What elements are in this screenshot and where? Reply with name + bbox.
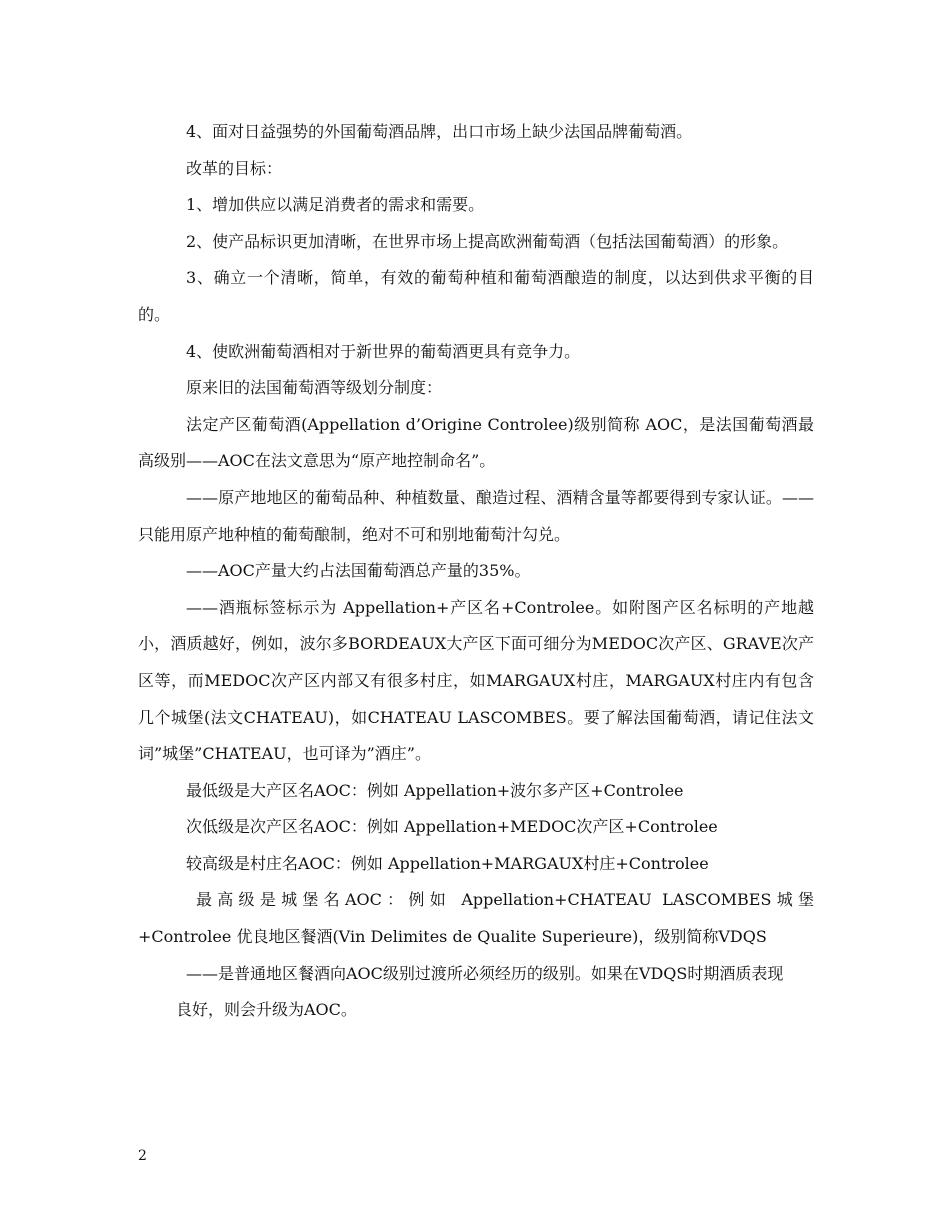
paragraph: ——原产地地区的葡萄品种、种植数量、酿造过程、酒精含量等都要得到专家认证。——只能用原产地种植的葡萄酿制，绝对不可和别地葡萄汁勾兑。 bbox=[138, 487, 814, 544]
paragraph: 4、使欧洲葡萄酒相对于新世界的葡萄酒更具有竞争力。 bbox=[186, 341, 581, 361]
paragraph: 1、增加供应以满足消费者的需求和需要。 bbox=[186, 195, 485, 215]
paragraph: ——酒瓶标签标示为 Appellation+产区名+Controlee。如附图产区名标明的产地越小，酒质越好，例如，波尔多BORDEAUX大产区下面可细分为MEDOC次产区、GRAVE次产区等，而MEDOC次产区内部又有很多村庄，如MARGAUX村庄，MARGAUX村庄内有包含几个城堡(法文CHATEAU)，如CHATEAU LASCOMBES。要了解法国葡萄酒，请记住法文词”城堡”CHATEAU，也可译为”酒庄”。 bbox=[138, 597, 814, 764]
page-number: 2 bbox=[138, 1148, 147, 1164]
paragraph: 最高级是城堡名AOC：例如 Appellation+CHATEAU LASCOMBES城堡+Controlee 优良地区餐酒(Vin Delimites de Qualite Superieure)，级别简称VDQS bbox=[138, 890, 814, 947]
paragraph: 原来旧的法国葡萄酒等级划分制度： bbox=[186, 378, 443, 398]
paragraph: ——是普通地区餐酒向AOC级别过渡所必须经历的级别。如果在VDQS时期酒质表现 bbox=[186, 963, 784, 983]
paragraph: 4、面对日益强势的外国葡萄酒品牌，出口市场上缺少法国品牌葡萄酒。 bbox=[186, 122, 693, 141]
paragraph: 3、确立一个清晰，简单，有效的葡萄种植和葡萄酒酿造的制度，以达到供求平衡的目的。 bbox=[138, 268, 814, 324]
paragraph: 良好，则会升级为AOC。 bbox=[176, 1000, 357, 1020]
paragraph: 较高级是村庄名AOC：例如 Appellation+MARGAUX村庄+Controlee bbox=[186, 853, 709, 873]
paragraph: 法定产区葡萄酒(Appellation d’Origine Controlee)级别简称 AOC，是法国葡萄酒最高级别——AOC在法文意思为“原产地控制命名”。 bbox=[138, 414, 814, 471]
paragraph: ——AOC产量大约占法国葡萄酒总产量的35%。 bbox=[186, 561, 531, 581]
paragraph: 次低级是次产区名AOC：例如 Appellation+MEDOC次产区+Controlee bbox=[186, 817, 718, 837]
paragraph: 2、使产品标识更加清晰，在世界市场上提高欧洲葡萄酒（包括法国葡萄酒）的形象。 bbox=[186, 231, 789, 251]
paragraph: 改革的目标： bbox=[186, 158, 283, 178]
document-body bbox=[138, 114, 814, 1029]
paragraph: 最低级是大产区名AOC：例如 Appellation+波尔多产区+Controlee bbox=[186, 780, 684, 800]
